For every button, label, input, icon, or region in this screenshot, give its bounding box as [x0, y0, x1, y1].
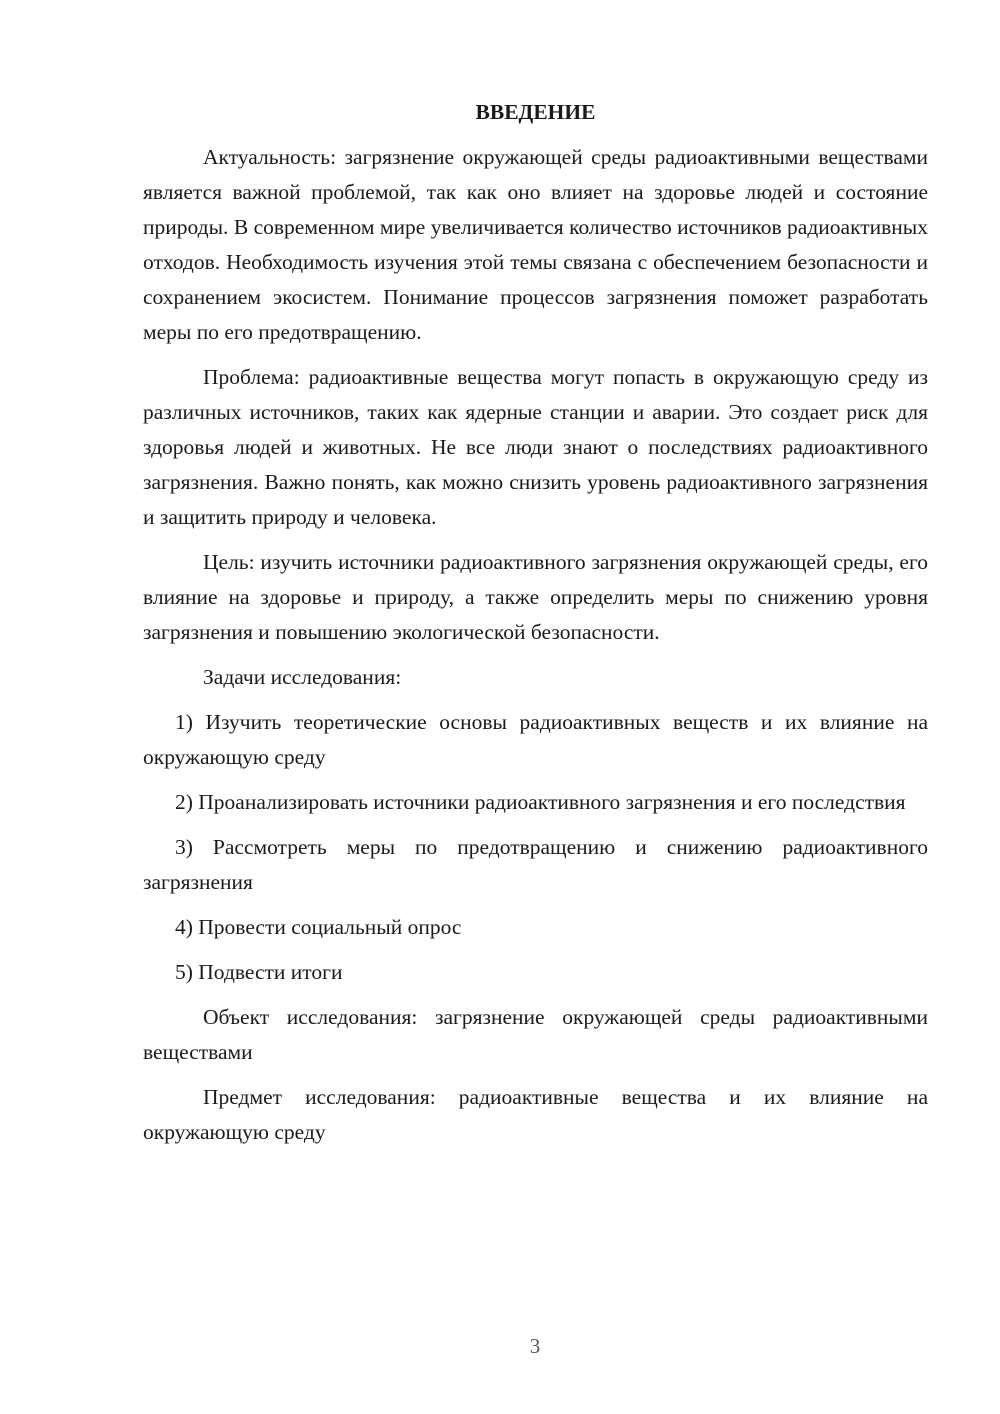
- relevance-paragraph: Актуальность: загрязнение окружающей среды радиоактивными веществами является важной проблемой, так как оно влияет на здоровье людей и состояние природы. В современном мире увеличивается количество источников радиоактивных отходов. Необходимость изучения этой темы связана с обеспечением безопасности и сохранением экосистем. Понимание процессов загрязнения поможет разработать меры по его предотвращению.: [143, 145, 928, 344]
- page-number: 3: [529, 1334, 541, 1358]
- goal-paragraph: Цель: изучить источники радиоактивного загрязнения окружающей среды, его влияние на здоровье и природу, а также определить меры по снижению уровня загрязнения и повышению экологической безопасности.: [143, 550, 928, 644]
- task-item-1: 1) Изучить теоретические основы радиоактивных веществ и их влияние на окружающую среду: [143, 710, 928, 769]
- document-page: [143, 95, 928, 1150]
- subject-paragraph: Предмет исследования: радиоактивные вещества и их влияние на окружающую среду: [143, 1085, 928, 1144]
- page-title: ВВЕДЕНИЕ: [475, 100, 596, 124]
- task-item-2: 2) Проанализировать источники радиоактивного загрязнения и его последствия: [175, 790, 906, 814]
- task-item-3: 3) Рассмотреть меры по предотвращению и снижению радиоактивного загрязнения: [143, 835, 928, 894]
- object-paragraph: Объект исследования: загрязнение окружающей среды радиоактивными веществами: [143, 1005, 928, 1064]
- problem-paragraph: Проблема: радиоактивные вещества могут попасть в окружающую среду из различных источников, таких как ядерные станции и аварии. Это создает риск для здоровья людей и животных. Не все люди знают о последствиях радиоактивного загрязнения. Важно понять, как можно снизить уровень радиоактивного загрязнения и защитить природу и человека.: [143, 365, 928, 529]
- task-item-4: 4) Провести социальный опрос: [175, 915, 462, 939]
- task-item-5: 5) Подвести итоги: [175, 960, 343, 984]
- tasks-heading: Задачи исследования:: [203, 665, 402, 689]
